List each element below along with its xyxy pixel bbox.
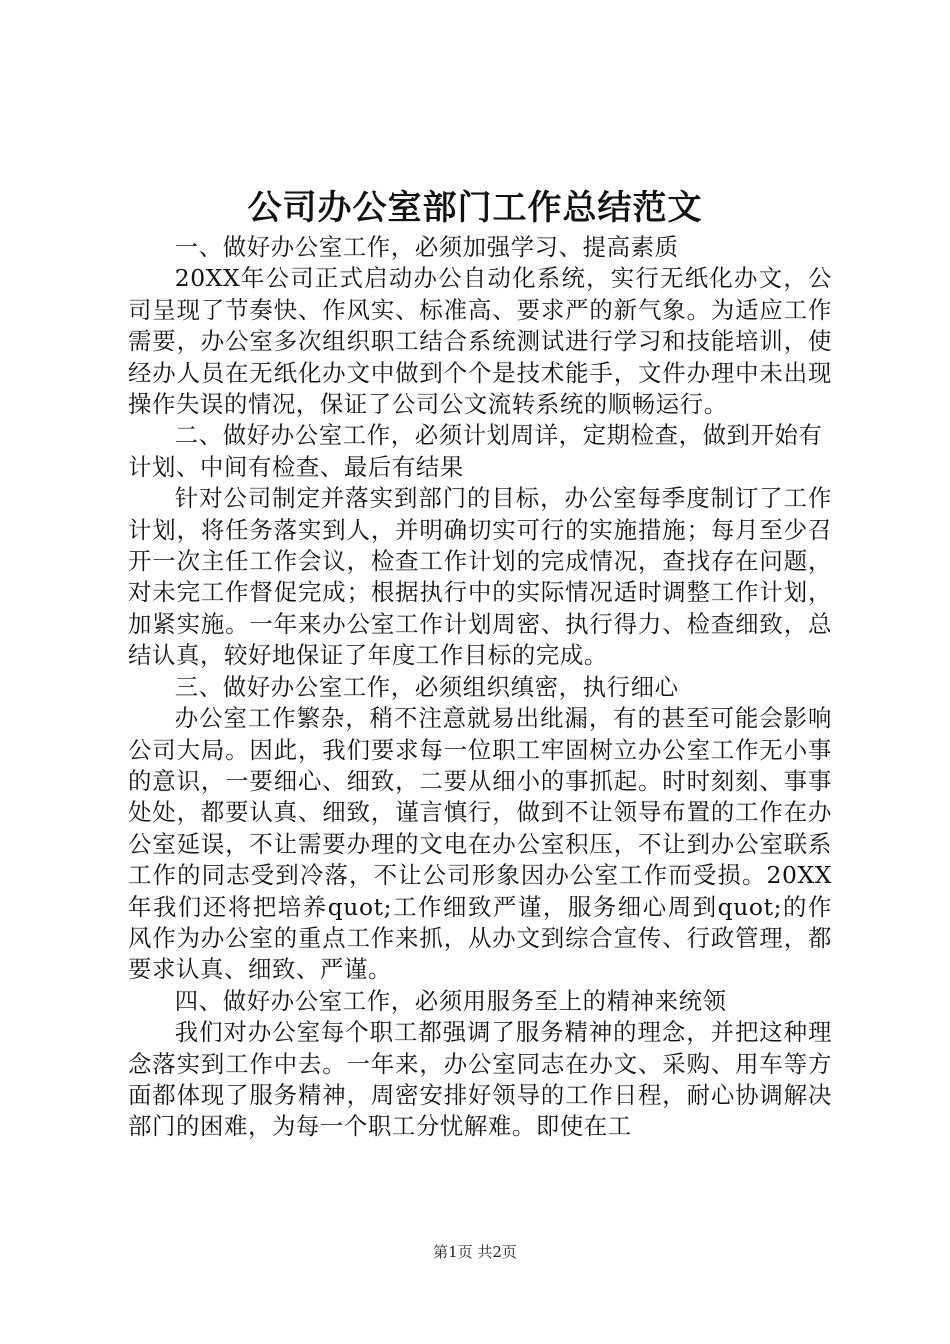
- section-paragraph: 我们对办公室每个职工都强调了服务精神的理念，并把这种理念落实到工作中去。一年来，办公室同志在办文、采购、用车等方面都体现了服务精神，周密安排好领导的工作日程，耐心协调解决部门的困难，为每一个职工分忧解难。即使在工: [128, 1018, 832, 1141]
- section-heading: 三、做好办公室工作，必须组织缜密，执行细心: [174, 672, 679, 701]
- section-paragraph: 办公室工作繁杂，稍不注意就易出纰漏，有的甚至可能会影响公司大局。因此，我们要求每一位职工牢固树立办公室工作无小事的意识，一要细心、细致，二要从细小的事抓起。时时刻刻、事事处处，都要认真、细致，谨言慎行，做到不让领导布置的工作在办公室延误，不让需要办理的文电在办公室积压，不让到办公室联系工作的同志受到冷落，不让公司形象因办公室工作而受损。20XX年我们还将把培养quot;工作细致严谨，服务细心周到quot;的作风作为办公室的重点工作来抓，从办文到综合宣传、行政管理，都要求认真、细致、严谨。: [128, 704, 832, 984]
- section-paragraph: 针对公司制定并落实到部门的目标，办公室每季度制订了工作计划，将任务落实到人，并明确切实可行的实施措施；每月至少召开一次主任工作会议，检查工作计划的完成情况，查找存在问题，对未完工作督促完成；根据执行中的实际情况适时调整工作计划，加紧实施。一年来办公室工作计划周密、执行得力、检查细致，总结认真，较好地保证了年度工作目标的完成。: [128, 484, 832, 670]
- page-footer: 第1页 共2页: [433, 1243, 517, 1261]
- section-paragraph: 20XX年公司正式启动办公自动化系统，实行无纸化办文，公司呈现了节奏快、作风实、标准高、要求严的新气象。为适应工作需要，办公室多次组织职工结合系统测试进行学习和技能培训，使经办人员在无纸化办文中做到个个是技术能手，文件办理中未出现操作失误的情况，保证了公司公文流转系统的顺畅运行。: [128, 264, 832, 419]
- section-heading: 四、做好办公室工作，必须用服务至上的精神来统领: [174, 986, 727, 1015]
- section-heading: 一、做好办公室工作，必须加强学习、提高素质: [174, 233, 679, 261]
- document-body: [128, 232, 832, 1143]
- section-heading: 二、做好办公室工作，必须计划周详，定期检查，做到开始有计划、中间有检查、最后有结果: [128, 421, 823, 481]
- document-title: 公司办公室部门工作总结范文: [247, 188, 703, 228]
